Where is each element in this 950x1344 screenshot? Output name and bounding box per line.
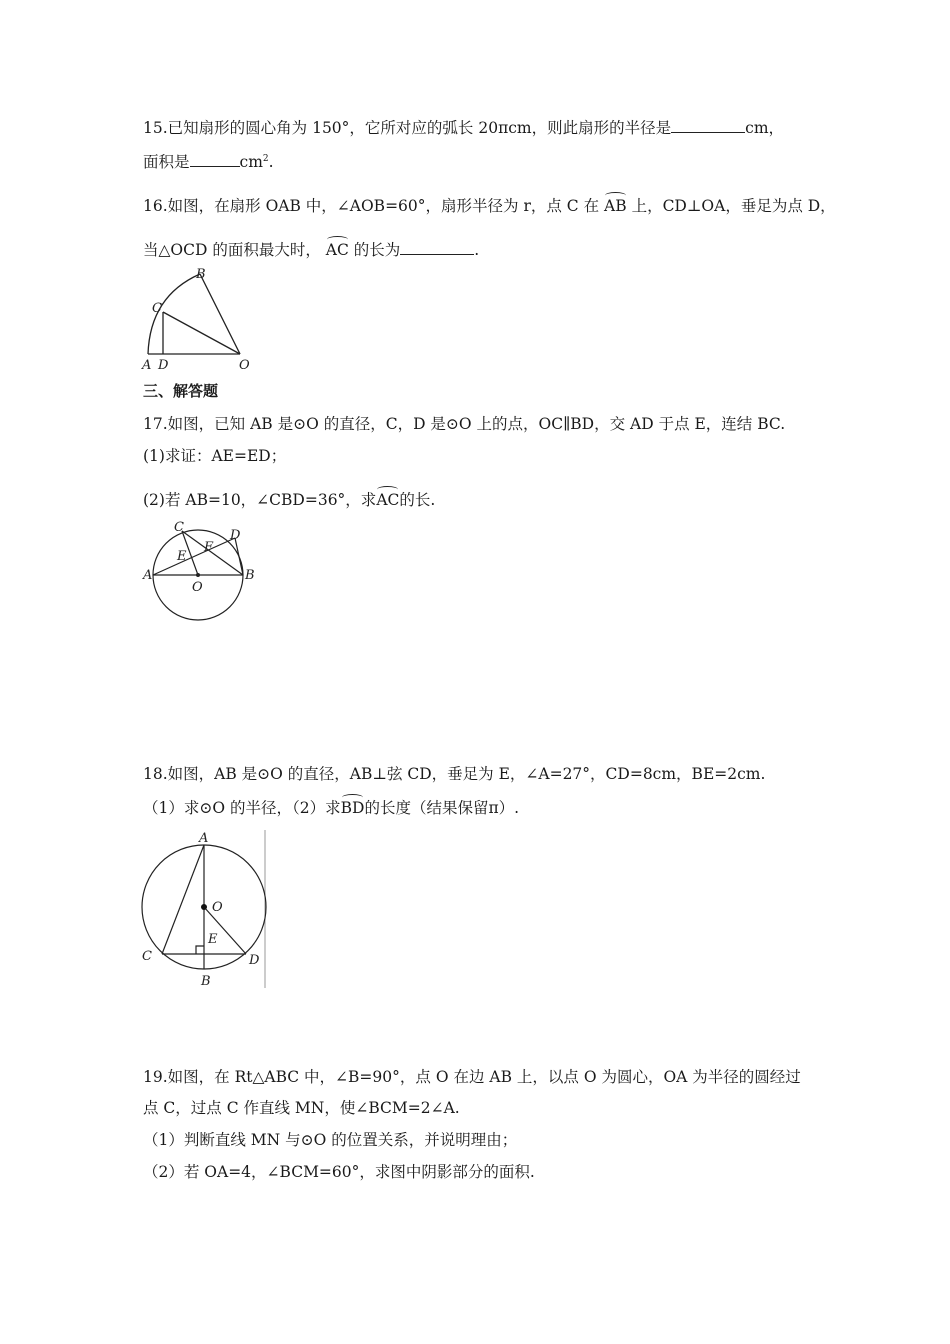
- q17-center-dot: [196, 573, 200, 577]
- q18-stem: 18.如图，AB 是⊙O 的直径，AB⊥弦 CD，垂足为 E，∠A=27°，CD=8cm，BE=2cm.: [143, 765, 766, 783]
- q19-part2: （2）若 OA=4，∠BCM=60°，求图中阴影部分的面积.: [143, 1163, 535, 1181]
- q15-superscript: 2: [262, 154, 269, 164]
- q15-radius-blank[interactable]: [671, 118, 745, 133]
- q15-line2: [143, 149, 274, 172]
- q16-text-b: 上，CD⊥OA，垂足为点 D，: [631, 197, 836, 215]
- q16-period: .: [474, 241, 480, 259]
- q16-arc-ac: AC: [325, 241, 349, 259]
- q15-text-2: 面积是: [143, 153, 190, 171]
- q17-part2: [143, 490, 435, 510]
- q16-figure: [138, 266, 248, 374]
- q15-unit-2: cm: [239, 153, 263, 171]
- q15-area-blank[interactable]: [190, 152, 240, 167]
- q17-part1: (1)求证：AE=ED；: [143, 447, 287, 465]
- q18-label-e: E: [208, 932, 218, 947]
- q18-figure: [140, 826, 270, 991]
- q16-text: 16.如图，在扇形 OAB 中，∠AOB=60°，扇形半径为 r，点 C 在: [143, 197, 600, 215]
- q16-label-d: D: [158, 358, 169, 373]
- q17-figure: [140, 518, 260, 628]
- q16-segment-co: [163, 312, 240, 354]
- q16-text-2b: 的长为: [353, 241, 401, 259]
- q16-label-a: A: [142, 358, 152, 373]
- q16-line2: [143, 240, 479, 260]
- q18-parts: [143, 798, 519, 818]
- q15-unit: cm，: [745, 119, 785, 137]
- q18-label-c: C: [142, 949, 152, 964]
- q16-label-b: B: [196, 267, 206, 282]
- q18-right-angle-mark: [196, 946, 204, 954]
- q15-period: .: [268, 153, 274, 171]
- q17-part2-end: 的长.: [399, 491, 436, 509]
- q17-part2-text: (2)若 AB=10，∠CBD=36°，求: [143, 491, 377, 509]
- q17-label-d: D: [230, 528, 241, 543]
- q18-label-o: O: [212, 900, 223, 915]
- q16-arc-ab: AB: [604, 197, 627, 215]
- q18-parts-text: （1）求⊙O 的半径，（2）求: [143, 799, 341, 817]
- q19-line2: 点 C，过点 C 作直线 MN，使∠BCM=2∠A.: [143, 1099, 460, 1117]
- q17-label-o: O: [192, 580, 203, 595]
- q17-label-c: C: [174, 520, 184, 535]
- q16-label-o: O: [239, 358, 250, 373]
- q16-label-c: C: [152, 301, 162, 316]
- q17-label-b: B: [245, 568, 255, 583]
- q18-label-b: B: [201, 974, 211, 989]
- q18-parts-end: 的长度（结果保留π）.: [364, 799, 520, 817]
- q17-label-e: E: [177, 549, 187, 564]
- q18-label-d: D: [249, 953, 260, 968]
- q16-radius-ob: [200, 274, 240, 354]
- q17-label-f: F: [204, 540, 214, 555]
- q16-line1: [143, 196, 836, 216]
- q19-line1: 19.如图，在 Rt△ABC 中，∠B=90°，点 O 在边 AB 上，以点 O 为圆心，OA 为半径的圆经过: [143, 1068, 801, 1086]
- q16-answer-blank[interactable]: [400, 240, 474, 255]
- q18-center-dot: [201, 904, 207, 910]
- section-heading: 三、解答题: [143, 382, 219, 400]
- q18-segment-ac: [162, 845, 204, 954]
- q18-arc-bd: BD: [340, 799, 365, 817]
- q15-line1: [143, 118, 784, 138]
- q19-part1: （1）判断直线 MN 与⊙O 的位置关系，并说明理由；: [143, 1131, 518, 1149]
- q18-label-a: A: [199, 831, 209, 846]
- q17-arc-ac: AC: [376, 491, 400, 509]
- q16-text-2: 当△OCD 的面积最大时，: [143, 241, 321, 259]
- q15-text: 15.已知扇形的圆心角为 150°，它所对应的弧长 20πcm，则此扇形的半径是: [143, 119, 672, 137]
- q17-label-a: A: [143, 568, 153, 583]
- q17-stem: 17.如图，已知 AB 是⊙O 的直径，C，D 是⊙O 上的点，OC∥BD，交 AD 于点 E，连结 BC.: [143, 415, 786, 433]
